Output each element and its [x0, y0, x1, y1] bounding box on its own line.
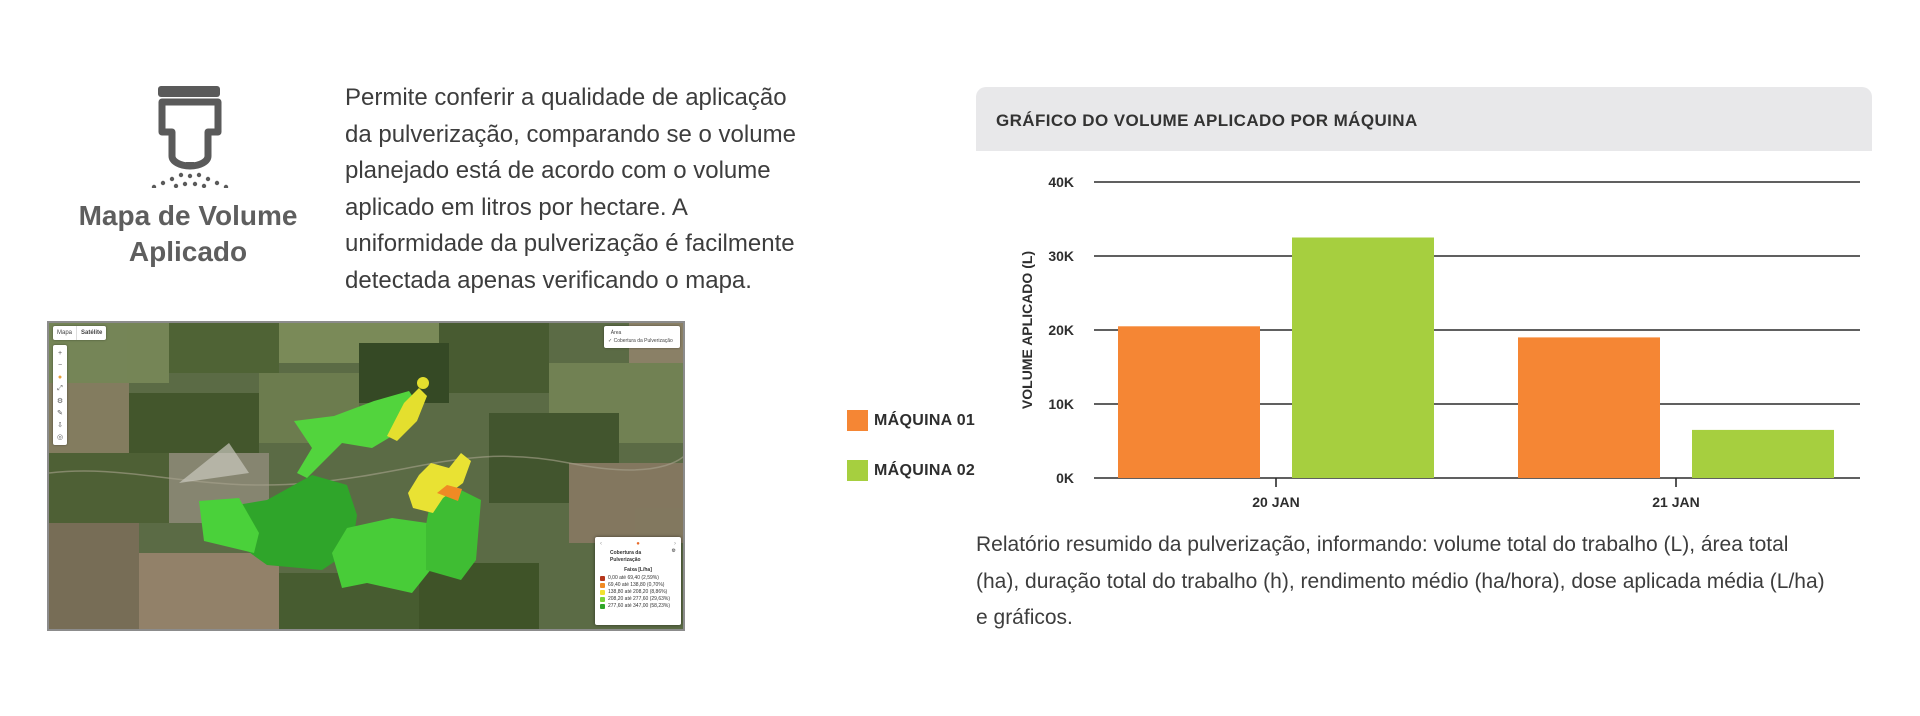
spray-nozzle-icon: [148, 84, 232, 188]
legend-swatch: [600, 604, 605, 609]
legend-row-label: 277,60 até 347,00 (58,23%): [608, 603, 670, 609]
y-tick-label: 30K: [1048, 248, 1074, 264]
legend-item-maquina-02: MÁQUINA 02: [847, 460, 975, 481]
gear-icon[interactable]: ⚙: [56, 398, 64, 405]
bar-1-1: [1118, 326, 1260, 478]
x-tick-label: 20 JAN: [1252, 494, 1300, 510]
legend-swatch: [600, 576, 605, 581]
satellite-terrain: [49, 323, 685, 631]
legend-swatch: [847, 460, 868, 481]
y-tick-label: 20K: [1048, 322, 1074, 338]
y-tick-label: 40K: [1048, 174, 1074, 190]
y-axis-label: VOLUME APLICADO (L): [1019, 250, 1035, 410]
bar-2-2: [1692, 430, 1834, 478]
map-legend-panel: [595, 537, 681, 625]
fullscreen-icon[interactable]: ⤢: [57, 385, 63, 392]
map-type-map[interactable]: Mapa: [57, 330, 73, 336]
map-toolbar: [53, 345, 67, 445]
pin-icon[interactable]: ●: [57, 373, 63, 381]
bar-1-2: [1518, 337, 1660, 478]
feature-title: Mapa de Volume Aplicado: [78, 200, 298, 267]
plus-icon[interactable]: +: [57, 349, 63, 357]
y-tick-label: 10K: [1048, 396, 1074, 412]
layers-icon[interactable]: ◎: [56, 434, 64, 441]
legend-swatch: [600, 583, 605, 588]
chevron-right-icon[interactable]: ›: [674, 541, 676, 547]
summary-text: Relatório resumido da pulverização, informando: volume total do trabalho (L), área total (ha), duração total do trabalho (h), rendimento médio (ha/hora), dose aplicada média (L/ha) e gráficos.: [976, 533, 1825, 629]
layer-coverage[interactable]: ✓ Cobertura da Pulverização: [608, 338, 673, 344]
layer-area[interactable]: Área: [610, 330, 622, 336]
legend-row-label: 0,00 até 69,40 (2,59%): [608, 575, 659, 581]
map-type-satellite[interactable]: Satélite: [76, 326, 106, 340]
legend-swatch: [600, 590, 605, 595]
legend-row: [600, 596, 676, 603]
bar-2-1: [1292, 238, 1434, 479]
legend-title: Cobertura da Pulverização: [610, 550, 642, 563]
legend-swatch: [600, 597, 605, 602]
download-icon[interactable]: ⇩: [57, 422, 63, 429]
x-tick-label: 21 JAN: [1652, 494, 1700, 510]
legend-item-maquina-01: MÁQUINA 01: [847, 410, 975, 431]
minus-icon[interactable]: −: [57, 361, 63, 369]
legend-row-label: 69,40 até 138,80 (0,70%): [608, 582, 665, 588]
legend-row-label: 138,80 até 208,20 (8,86%): [608, 589, 668, 595]
edit-icon[interactable]: ✎: [57, 410, 63, 417]
chart-title: GRÁFICO DO VOLUME APLICADO POR MÁQUINA: [976, 87, 1872, 151]
volume-map[interactable]: [47, 321, 685, 631]
map-type-toggle[interactable]: [53, 326, 106, 340]
legend-unit: Faixa [L/ha]: [624, 567, 652, 573]
gear-icon[interactable]: ⚙: [671, 548, 676, 554]
chevron-left-icon[interactable]: ‹: [600, 541, 602, 547]
layer-list: [604, 326, 680, 348]
legend-swatch: [847, 410, 868, 431]
legend-row-label: 208,20 até 277,60 (29,63%): [608, 596, 670, 602]
legend-row: [600, 575, 676, 582]
feature-description: Permite conferir a qualidade de aplicação da pulverização, comparando se o volume planejado está de acordo com o volume aplicado em litros por hectare. A uniformidade da pulverização é facilmente detectada apenas verificando o mapa.: [345, 84, 796, 294]
legend-row: [600, 603, 676, 610]
y-tick-label: 0K: [1056, 470, 1074, 486]
page-dot-icon: ●: [636, 541, 640, 547]
legend-row: [600, 582, 676, 589]
volume-bar-chart: [1010, 165, 1870, 510]
legend-row: [600, 589, 676, 596]
